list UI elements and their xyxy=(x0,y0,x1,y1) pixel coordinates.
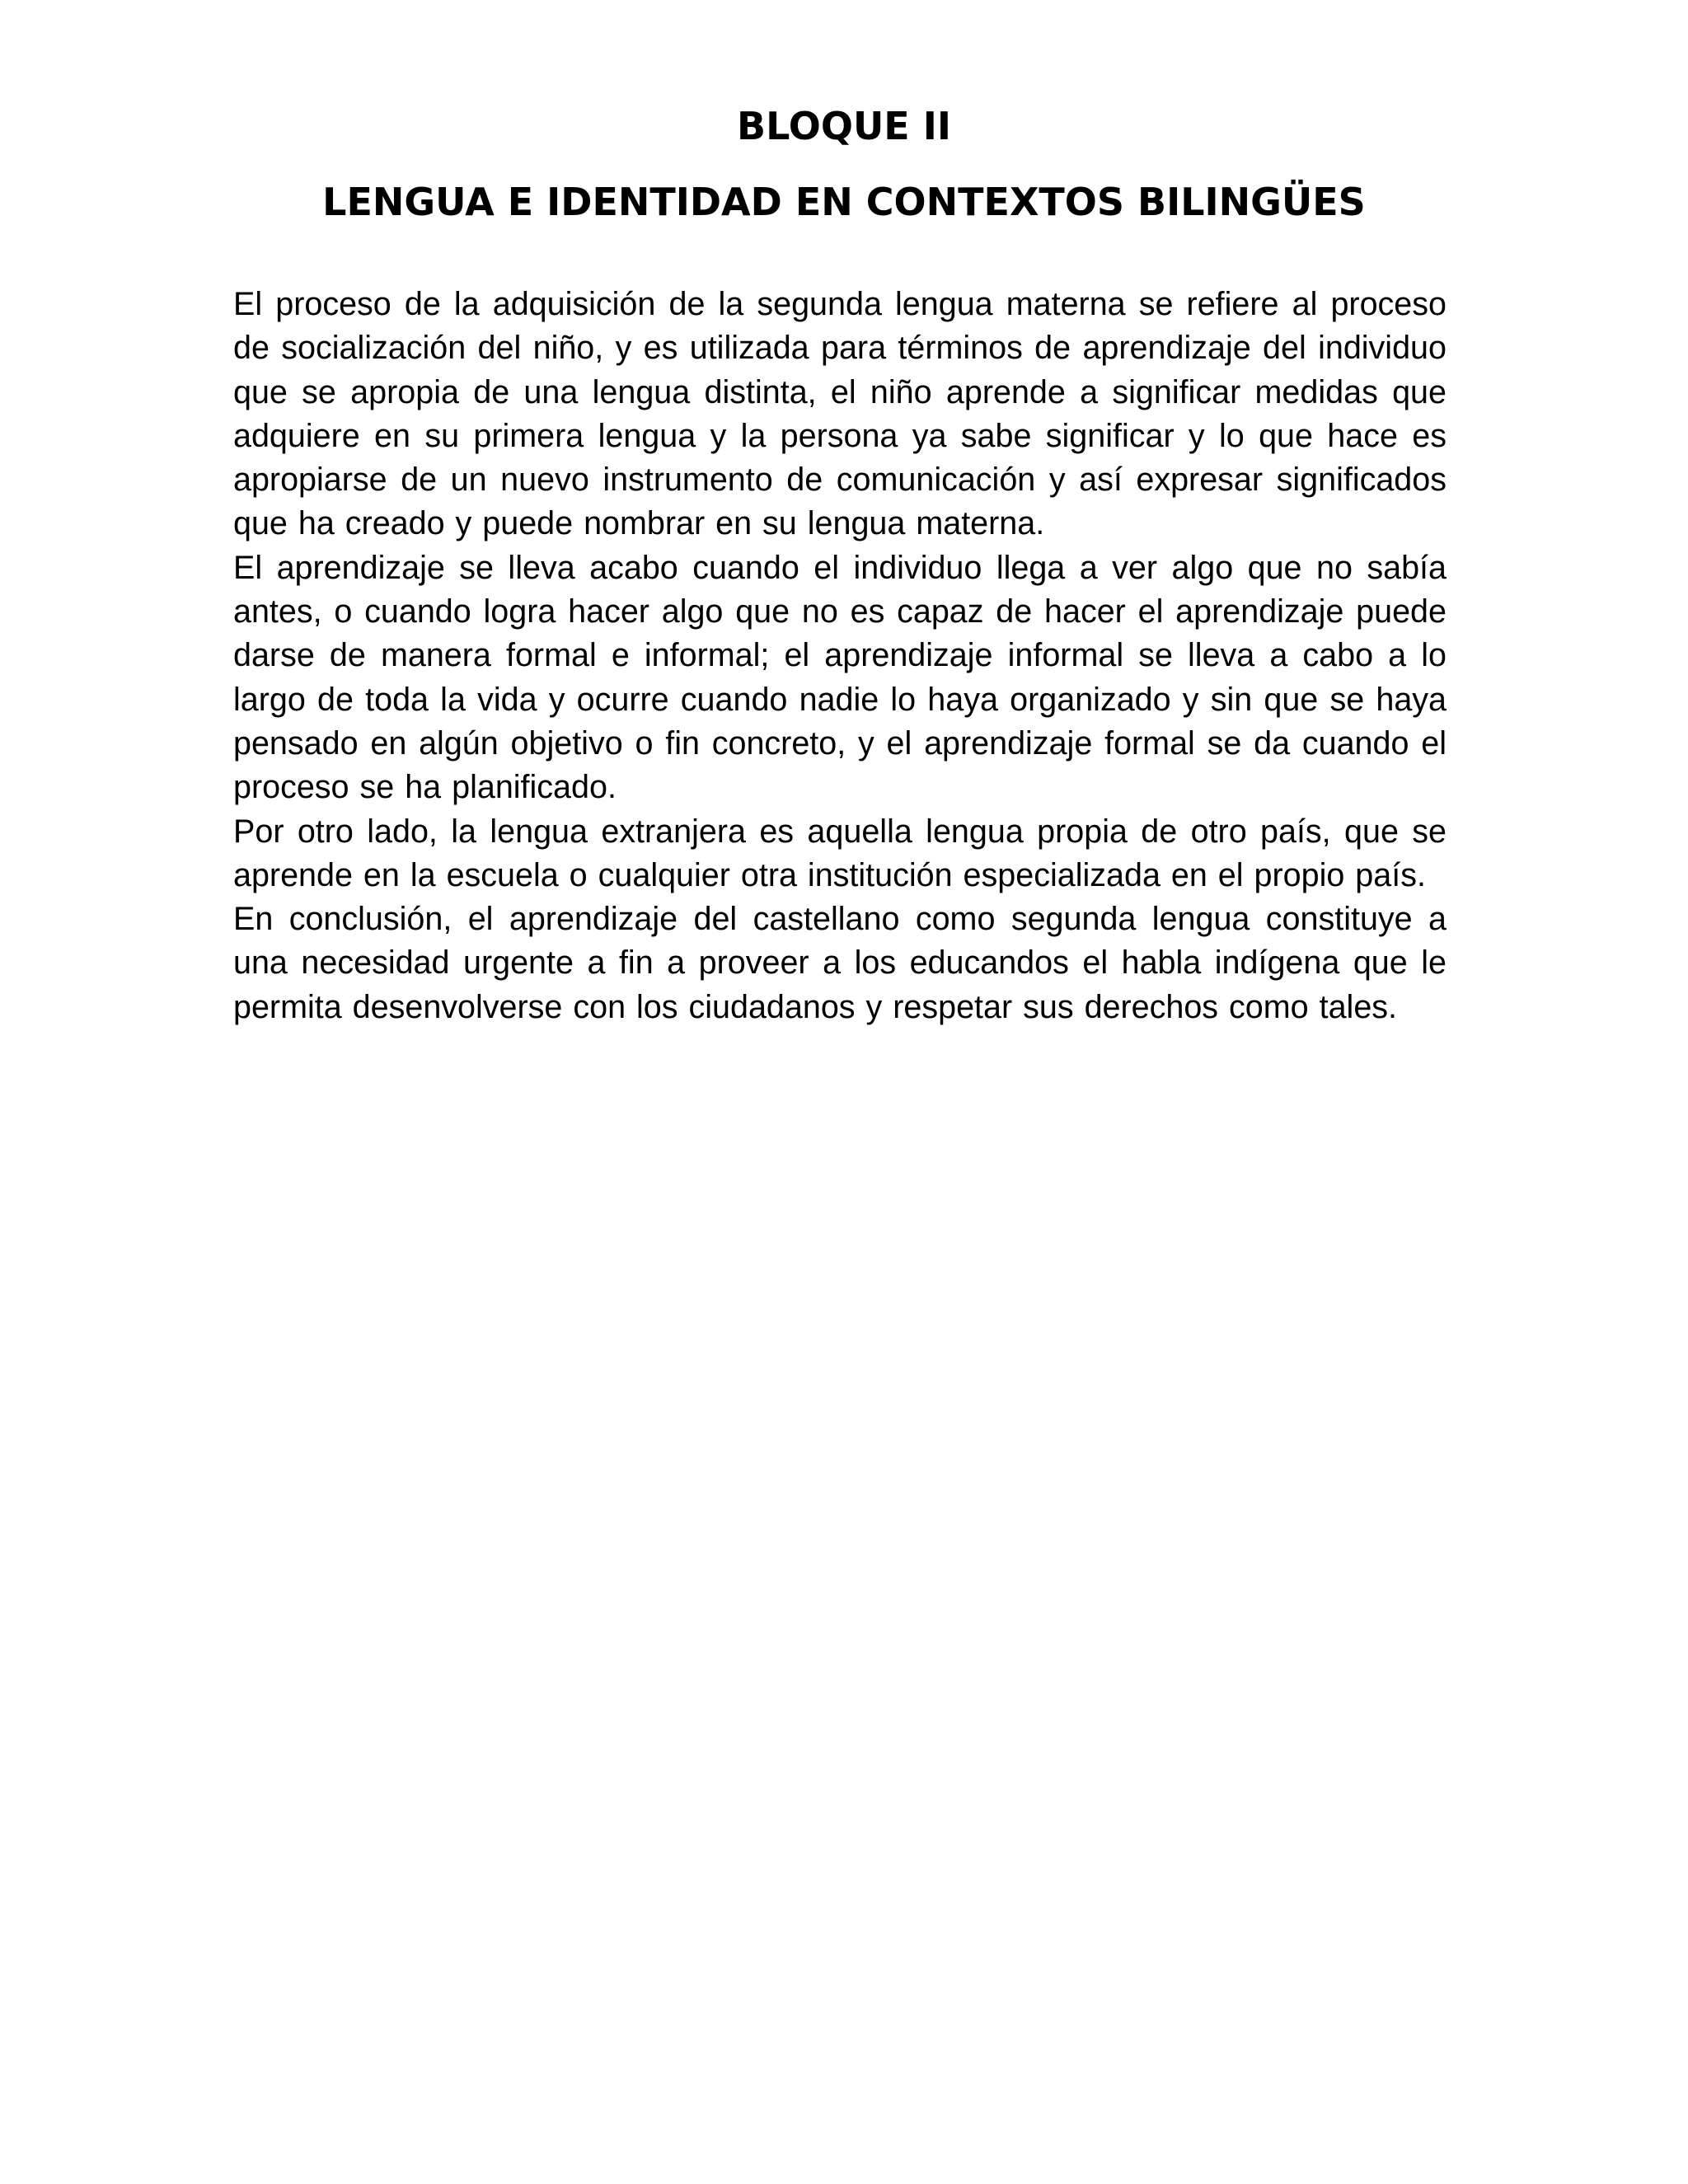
paragraph-4: En conclusión, el aprendizaje del castellano como segunda lengua constituye a una necesidad urgente a fin a proveer a los educandos el habla indígena que le permita desenvolverse con los ciudadanos y respetar sus derechos como tales. xyxy=(233,901,1447,1025)
paragraph-2: El aprendizaje se lleva acabo cuando el individuo llega a ver algo que no sabía antes, o cuando logra hacer algo que no es capaz de hacer el aprendizaje puede darse de manera formal e informal; el aprendizaje informal se lleva a cabo a lo largo de toda la vida y ocurre cuando nadie lo haya organizado y sin que se haya pensado en algún objetivo o fin concreto, y el aprendizaje formal se da cuando el proceso se ha planificado. xyxy=(233,549,1447,806)
paragraph-1: El proceso de la adquisición de la segunda lengua materna se refiere al proceso de socialización del niño, y es utilizada para términos de aprendizaje del individuo que se apropia de una lengua distinta, el niño aprende a significar medidas que adquiere en su primera lengua y la persona ya sabe significar y lo que hace es apropiarse de un nuevo instrumento de comunicación y así expresar significados que ha creado y puede nombrar en su lengua materna. xyxy=(233,286,1447,542)
block-title: BLOQUE II xyxy=(737,104,951,148)
section-title: LENGUA E IDENTIDAD EN CONTEXTOS BILINGÜES xyxy=(322,180,1366,224)
paragraph-3: Por otro lado, la lengua extranjera es aquella lengua propia de otro país, que se aprende en la escuela o cualquier otra institución especializada en el propio país. xyxy=(233,813,1447,893)
document-body xyxy=(233,283,1447,1029)
